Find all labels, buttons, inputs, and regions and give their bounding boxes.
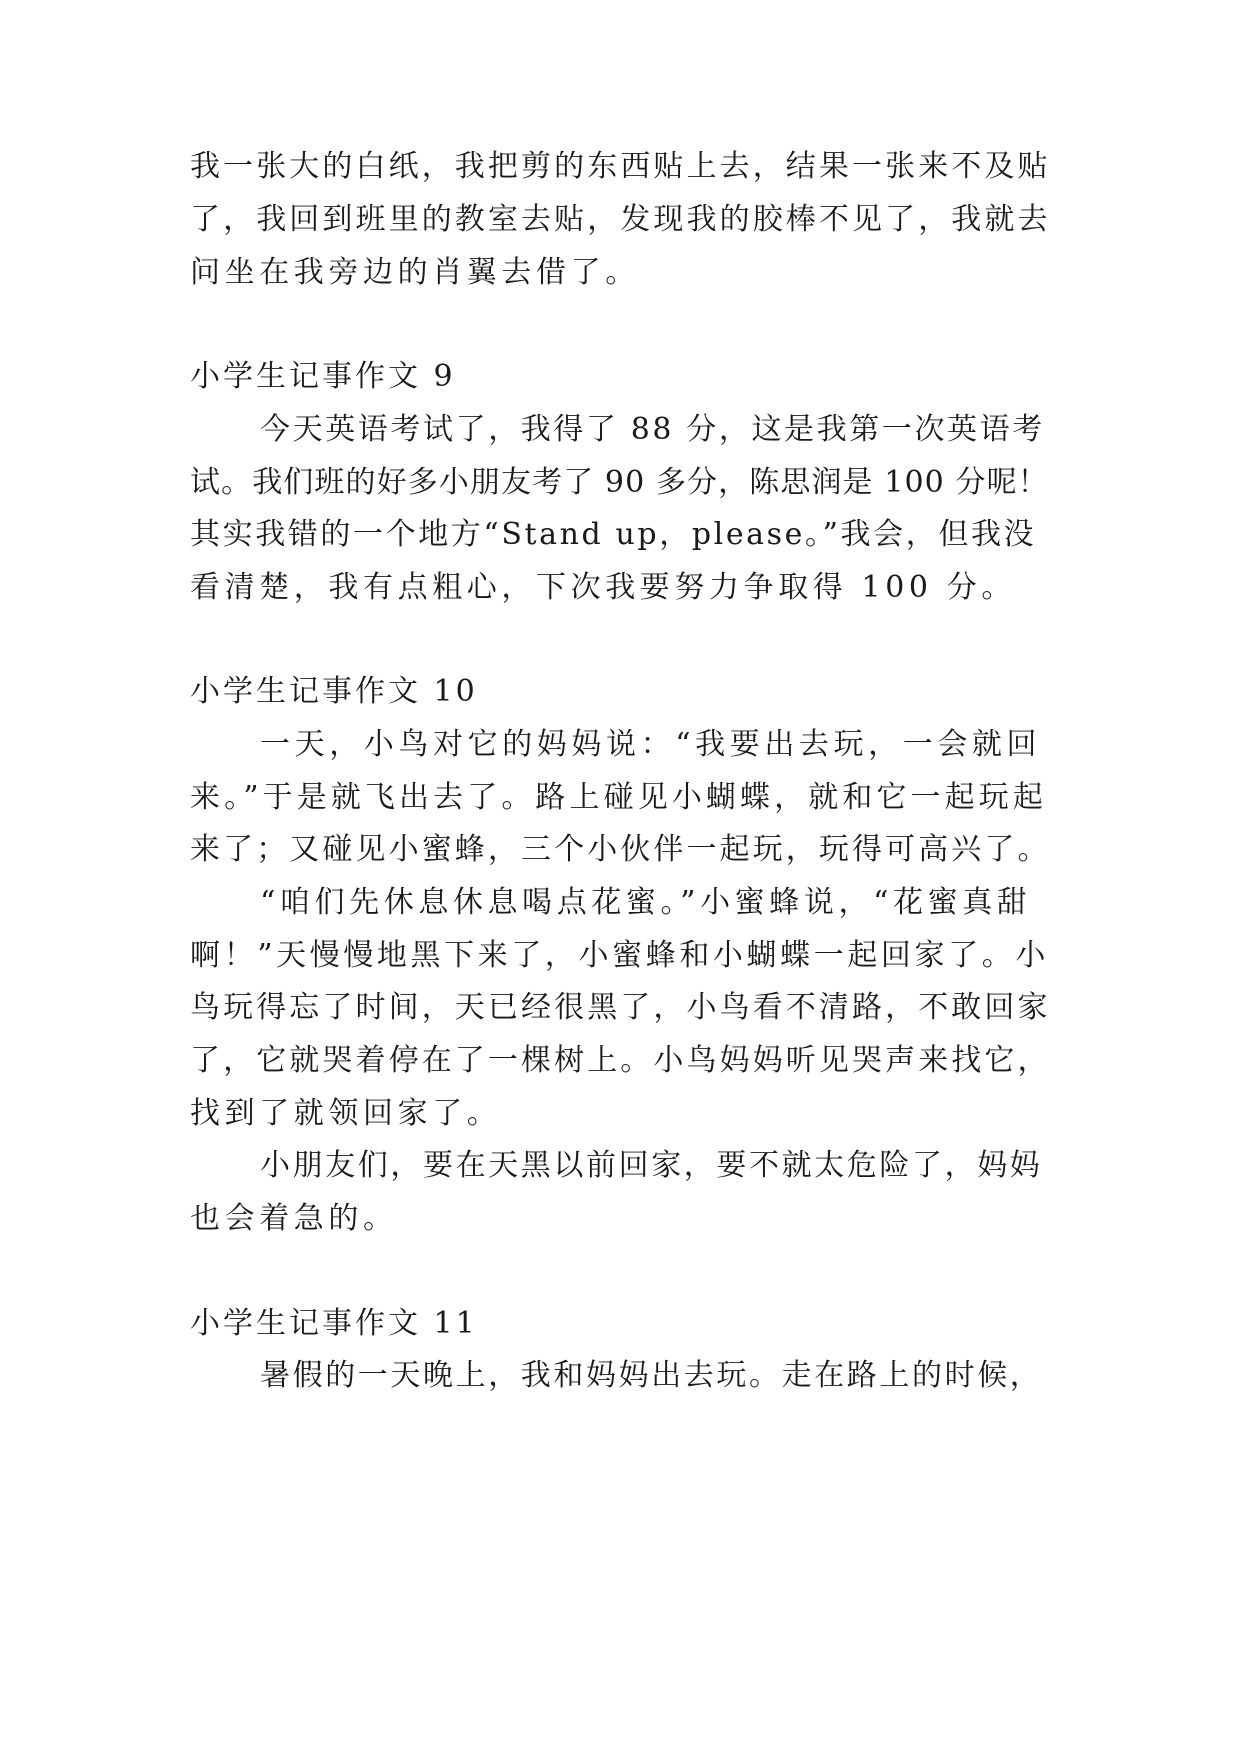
- paragraph-line: 也会着急的。: [190, 1201, 398, 1236]
- paragraph-line: 来了；又碰见小蜜蜂，三个小伙伴一起玩，玩得可高兴了。: [190, 832, 1051, 867]
- paragraph-line: 了，我回到班里的教室去贴，发现我的胶棒不见了，我就去: [190, 202, 1051, 237]
- paragraph-line: 鸟玩得忘了时间，天已经很黑了，小鸟看不清路，不敢回家: [190, 990, 1051, 1025]
- paragraph-line: 了，它就哭着停在了一棵树上。小鸟妈妈听见哭声来找它，: [190, 1043, 1051, 1078]
- paragraph-line: 来。”于是就飞出去了。路上碰见小蝴蝶，就和它一起玩起: [190, 780, 1047, 815]
- paragraph-line: 看清楚，我有点粗心，下次我要努力争取得 100 分。: [190, 570, 1016, 605]
- paragraph-line: “咱们先休息休息喝点花蜜。”小蜜蜂说，“花蜜真甜: [260, 885, 1032, 920]
- paragraph-line: 啊！”天慢慢地黑下来了，小蜜蜂和小蝴蝶一起回家了。小: [190, 938, 1049, 973]
- paragraph-line: 一天，小鸟对它的妈妈说：“我要出去玩，一会就回: [260, 727, 1042, 762]
- paragraph-line: 小朋友们，要在天黑以前回家，要不就太危险了，妈妈: [260, 1148, 1043, 1183]
- paragraph-line: 今天英语考试了，我得了 88 分，这是我第一次英语考: [260, 412, 1045, 447]
- document-page: [190, 0, 1052, 1754]
- essay-heading: 小学生记事作文 9: [190, 359, 456, 394]
- essay-heading: 小学生记事作文 11: [190, 1306, 478, 1341]
- paragraph-line: 我一张大的白纸，我把剪的东西贴上去，结果一张来不及贴: [190, 149, 1051, 184]
- paragraph-line: 找到了就领回家了。: [190, 1096, 502, 1131]
- paragraph-line: 暑假的一天晚上，我和妈妈出去玩。走在路上的时候，: [260, 1358, 1043, 1393]
- paragraph-line: 问坐在我旁边的肖翼去借了。: [190, 255, 640, 290]
- paragraph-line: 试。我们班的好多小朋友考了 90 多分，陈思润是 100 分呢！: [190, 465, 1049, 500]
- paragraph-line: 其实我错的一个地方“Stand up，please。”我会，但我没: [190, 517, 1037, 552]
- essay-heading: 小学生记事作文 10: [190, 674, 478, 709]
